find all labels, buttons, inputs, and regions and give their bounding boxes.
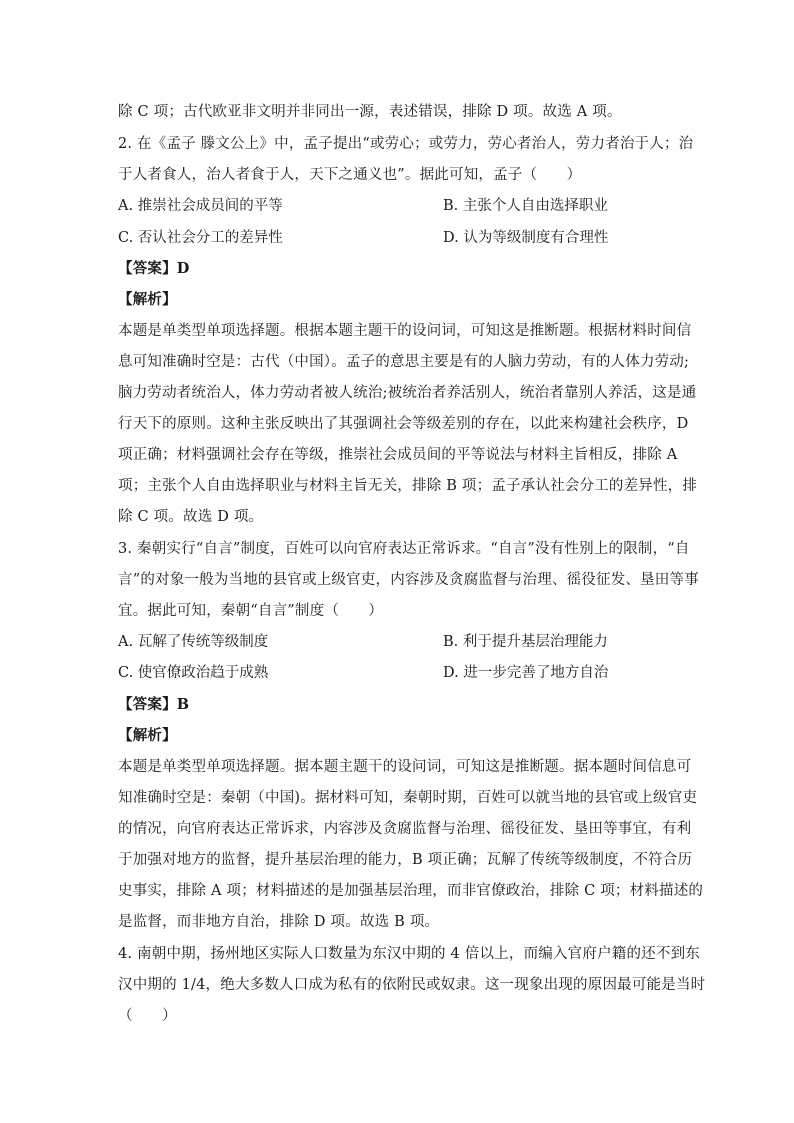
q3-analysis-line-6: 是监督，而非地方自治，排除 D 项。故选 B 项。 [118,914,440,930]
q2-analysis-heading: 【解析】 [118,291,177,308]
q2-option-d: D. 认为等级制度有合理性 [443,230,609,246]
q4-stem-line-2: 汉中期的 1/4，绝大多数人口成为私有的依附民或奴隶。这一现象出现的原因最可能是当时 [118,977,706,993]
q3-stem-line-1: 3. 秦朝实行“自言”制度，百姓可以向官府表达正常诉求。“自言”没有性别上的限制，“自 [118,541,690,557]
q4-stem-line-1: 4. 南朝中期，扬州地区实际人口数量为东汉中期的 4 倍以上，而编入官府户籍的还不到东 [118,946,700,962]
q3-option-c: C. 使官僚政治趋于成熟 [118,665,269,681]
q2-analysis-line-7: 除 C 项。故选 D 项。 [118,509,264,525]
q3-stem-line-2: 言”的对象一般为当地的县官或上级官吏，内容涉及贪腐监督与治理、徭役征发、垦田等事 [118,572,699,588]
q3-stem-line-3: 宜。据此可知，秦朝“自言”制度（ ） [118,603,384,619]
q3-option-d: D. 进一步完善了地方自治 [443,665,609,681]
q2-analysis-line-4: 行天下的原则。这种主张反映出了其强调社会等级差别的存在，以此来构建社会秩序，D [118,416,689,432]
q3-analysis-line-5: 史事实，排除 A 项；材料描述的是加强基层治理，而非官僚政治，排除 C 项；材料描述的 [118,883,704,899]
q2-analysis-line-2: 息可知准确时空是：古代（中国）。孟子的意思主要是有的人脑力劳动，有的人体力劳动; [118,354,690,370]
q2-analysis-line-6: 项；主张个人自由选择职业与材料主旨无关，排除 B 项；孟子承认社会分工的差异性，排 [118,478,698,494]
q3-analysis-heading: 【解析】 [118,727,177,744]
q2-stem-line-2: 于人者食人，治人者食于人，天下之通义也”。据此可知，孟子（ ） [118,167,582,183]
q2-stem-line-1: 2. 在《孟子 滕文公上》中，孟子提出“或劳心；或劳力，劳心者治人，劳力者治于人；治 [118,136,694,152]
q2-analysis-line-3: 脑力劳动者统治人，体力劳动者被人统治;被统治者养活别人，统治者靠别人养活，这是通 [118,385,697,401]
q3-answer: 【答案】B [118,696,190,713]
q3-analysis-line-2: 知准确时空是：秦朝（中国)。据材料可知，秦朝时期，百姓可以就当地的县官或上级官吏 [118,790,698,806]
intro-line: 除 C 项；古代欧亚非文明并非同出一源，表述错误，排除 D 项。故选 A 项。 [118,104,622,120]
q2-option-c: C. 否认社会分工的差异性 [118,230,283,246]
q3-analysis-line-4: 于加强对地方的监督，提升基层治理的能力，B 项正确；瓦解了传统等级制度，不符合历 [118,852,693,868]
q4-stem-line-3: （ ） [118,1008,177,1024]
q3-option-b: B. 利于提升基层治理能力 [443,634,608,650]
q2-analysis-line-1: 本题是单类型单项选择题。根据本题主题干的设问词，可知这是推断题。根据材料时间信 [118,323,692,339]
q3-analysis-line-1: 本题是单类型单项选择题。据本题主题干的设问词，可知这是推断题。据本题时间信息可 [118,759,692,775]
q2-option-b: B. 主张个人自由选择职业 [443,198,608,214]
q3-analysis-line-3: 的情况，向官府表达正常诉求，内容涉及贪腐监督与治理、徭役征发、垦田等事宜，有利 [118,821,692,837]
q2-analysis-line-5: 项正确；材料强调社会存在等级，推崇社会成员间的平等说法与材料主旨相反，排除 A [118,447,678,463]
q2-answer: 【答案】D [118,260,190,277]
q3-option-a: A. 瓦解了传统等级制度 [118,634,269,650]
q2-option-a: A. 推崇社会成员间的平等 [118,198,283,214]
